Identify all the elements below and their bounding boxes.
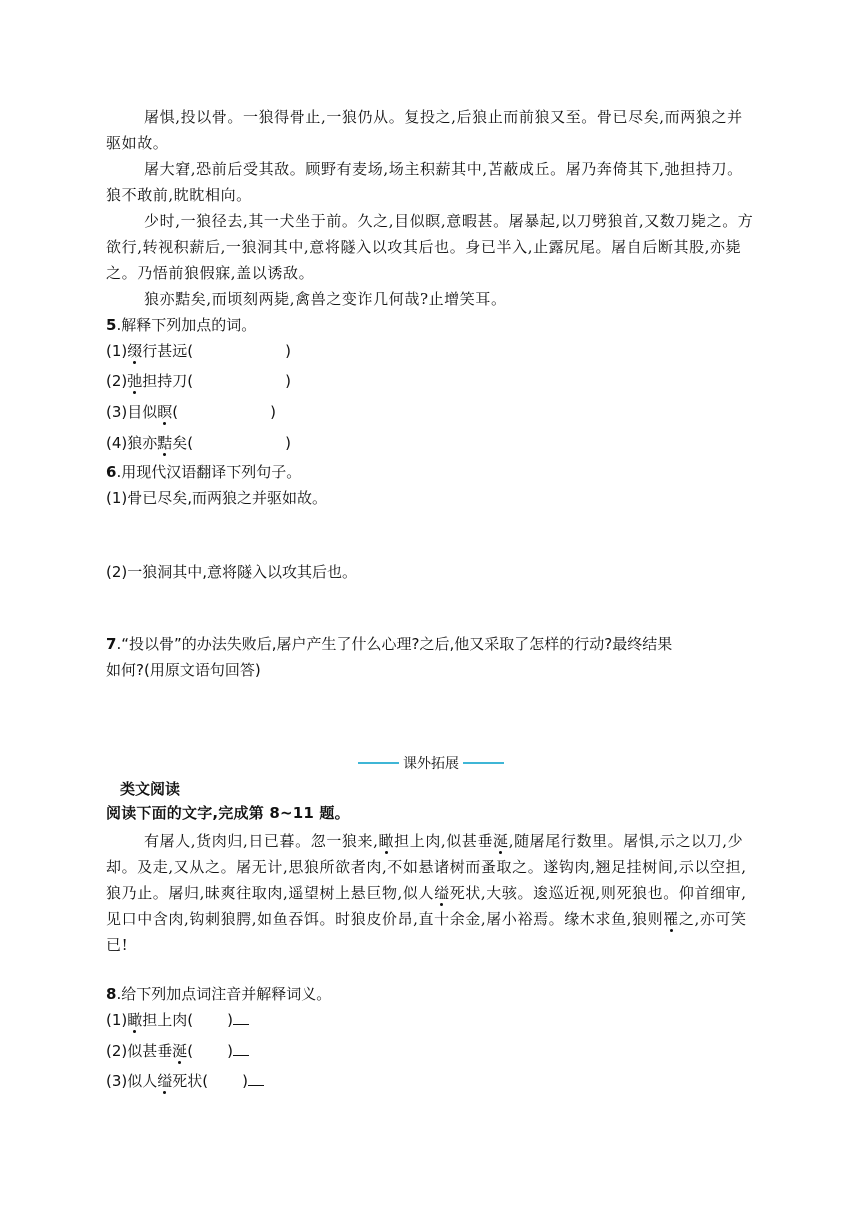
sub-heading: 类文阅读 [120, 780, 181, 798]
question-8-item-2: (2)似甚垂涎( ) [106, 1040, 249, 1062]
question-8-item-1: (1)瞰担上肉( ) [106, 1009, 249, 1031]
question-5-item-1: (1)缀行甚远( ) [106, 342, 291, 360]
passage2-paragraph: 有屠人,货肉归,日已暮。忽一狼来,瞰担上肉,似甚垂涎,随屠尾行数里。屠惧,示之以刀,少却。及走,又从之。屠无计,思狼所欲者肉,不如悬诸树而蚤取之。遂钩肉,翘足挂树间,示以空担,狼乃止。屠归,昧爽往取肉,遥望树上悬巨物,似人缢死状,大骇。逡巡近视,则死狼也。仰首细审,见口中含肉,钩刺狼腭,如鱼吞饵。时狼皮价昂,直十余金,屠小裕焉。缘木求鱼,狼则罹之,亦可笑已! [106, 832, 747, 954]
section-header-label: 课外拓展 [403, 756, 459, 772]
question-8-prompt: 8.给下列加点词注音并解释词义。 [106, 985, 332, 1003]
section-header [358, 752, 504, 774]
dotted-word: 瞰 [378, 832, 395, 850]
dotted-word: 涎 [172, 1042, 188, 1060]
header-rule-left [358, 762, 399, 764]
meaning-blank[interactable] [233, 1041, 249, 1056]
question-7-line-2: 如何?(用原文语句回答) [106, 661, 261, 679]
question-5-item-4: (4)狼亦黠矣( ) [106, 434, 291, 452]
reading-instruction: 阅读下面的文字,完成第 8~11 题。 [106, 804, 350, 822]
passage1-paragraph-4: 狼亦黠矣,而顷刻两毙,禽兽之变诈几何哉?止增笑耳。 [144, 290, 507, 308]
dotted-word: 缢 [157, 1072, 173, 1090]
question-6-prompt: 6.用现代汉语翻译下列句子。 [106, 463, 302, 481]
meaning-blank[interactable] [233, 1010, 249, 1025]
dotted-word: 缀 [127, 342, 143, 360]
dotted-word: 黠 [157, 434, 173, 452]
passage1-paragraph-3: 少时,一狼径去,其一犬坐于前。久之,目似瞑,意暇甚。屠暴起,以刀劈狼首,又数刀毙之。方欲行,转视积薪后,一狼洞其中,意将隧入以攻其后也。身已半入,止露尻尾。屠自后断其股,亦毙之。乃悟前狼假寐,盖以诱敌。 [106, 212, 754, 282]
dotted-word: 涎 [493, 832, 509, 850]
dotted-word: 缢 [434, 884, 450, 902]
header-rule-right [463, 762, 504, 764]
dotted-word: 瞑 [157, 403, 173, 421]
question-7-line-1: 7.“投以骨”的办法失败后,屠户产生了什么心理?之后,他又采取了怎样的行动?最终结果 [106, 635, 673, 653]
passage1-paragraph-1: 屠惧,投以骨。一狼得骨止,一狼仍从。复投之,后狼止而前狼又至。骨已尽矣,而两狼之并驱如故。 [106, 108, 743, 152]
question-5-item-3: (3)目似瞑( ) [106, 403, 276, 421]
meaning-blank[interactable] [248, 1071, 264, 1086]
dotted-word: 瞰 [127, 1011, 143, 1029]
dotted-word: 弛 [127, 372, 143, 390]
question-6-item-2: (2)一狼洞其中,意将隧入以攻其后也。 [106, 563, 358, 581]
dotted-word: 罹 [663, 910, 679, 928]
question-5-prompt: 5.解释下列加点的词。 [106, 316, 257, 334]
passage1-paragraph-2: 屠大窘,恐前后受其敌。顾野有麦场,场主积薪其中,苫蔽成丘。屠乃奔倚其下,弛担持刀。狼不敢前,眈眈相向。 [106, 160, 743, 204]
question-8-item-3: (3)似人缢死状( ) [106, 1070, 264, 1092]
question-6-item-1: (1)骨已尽矣,而两狼之并驱如故。 [106, 489, 328, 507]
question-5-item-2: (2)弛担持刀( ) [106, 372, 291, 390]
